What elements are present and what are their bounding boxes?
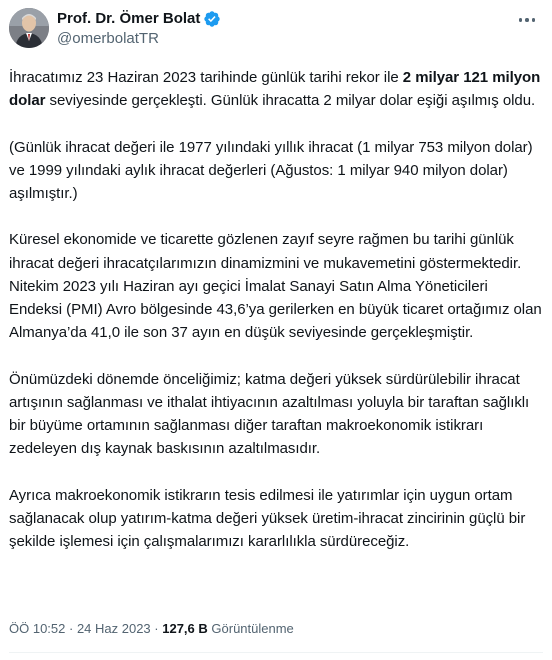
tweet-time[interactable]: ÖÖ 10:52 (9, 621, 66, 636)
separator: · (65, 621, 77, 636)
dot (519, 18, 523, 22)
divider (9, 652, 543, 653)
tweet-paragraph-5: Ayrıca makroekonomik istikrarın tesis edilmesi ile yatırımlar için uygun ortam sağlanacak olup yatırım-katma değeri yüksek üretim-ihracat zincirinin güçlü bir şekilde işlemesi için çalışmalarımızı kararlılıkla sürdüreceğiz. (9, 486, 526, 550)
avatar[interactable] (9, 8, 49, 48)
author-identity (57, 8, 221, 49)
tweet-header (9, 8, 543, 52)
verified-badge-icon (203, 10, 221, 28)
author-name[interactable]: Prof. Dr. Ömer Bolat (57, 10, 201, 27)
tweet-paragraph-3: Küresel ekonomide ve ticarette gözlenen zayıf seyre rağmen bu tarihi günlük ihracat değeri ihracatçılarımızın dinamizmini ve mukavemetini göstermektedir. Nitekim 2023 yılı Haziran ayı geçici İmalat Sanayi Satın Alma Yöneticileri Endeksi (PMI) Avro bölgesinde 43,6’ya gerilerken en büyük ticaret ortağımız olan Almanya’da 41,0 ile son 37 ayın en düşük seviyesinde gerçekleşmiştir. (9, 231, 542, 342)
paragraph-text: seviyesinde gerçekleşti. Günlük ihracatta 2 milyar dolar eşiği aşılmış oldu. (45, 92, 536, 110)
paragraph-text: İhracatımız 23 Haziran 2023 tarihinde günlük tarihi rekor ile (9, 69, 403, 86)
tweet-paragraph-4: Önümüzdeki dönemde önceliğimiz; katma değeri yüksek sürdürülebilir ihracat artışının sağlanması ve ithalat ihtiyacının azaltılması yoluyla bir taraftan sağlıklı bir büyüme ortamının sağlanması diğer taraftan makroekonomik istikrarı zedeleyen dış kaynak baskısının azaltılmasıdır. (9, 370, 530, 458)
dot (532, 18, 536, 22)
more-options-icon[interactable] (516, 11, 538, 29)
author-handle[interactable]: @omerbolatTR (57, 30, 159, 47)
tweet-paragraph-2: (Günlük ihracat değeri ile 1977 yılındaki yıllık ihracat (1 milyar 753 milyon dolar) ve 1999 yılındaki aylık ihracat değerleri (Ağustos: 1 milyar 940 milyon dolar) aşılmıştır.) (9, 138, 533, 202)
tweet-metadata (9, 619, 294, 639)
views-count: 127,6 B (162, 621, 208, 636)
tweet-paragraph-1 (9, 66, 543, 112)
highlighted-amount: 2 milyar 121 milyon dolar (9, 69, 541, 110)
name-row (57, 9, 221, 29)
views-label: Görüntülenme (207, 621, 294, 636)
dot (525, 18, 529, 22)
tweet-text (9, 66, 543, 553)
tweet-date[interactable]: 24 Haz 2023 (76, 621, 151, 636)
separator: · (150, 621, 163, 636)
